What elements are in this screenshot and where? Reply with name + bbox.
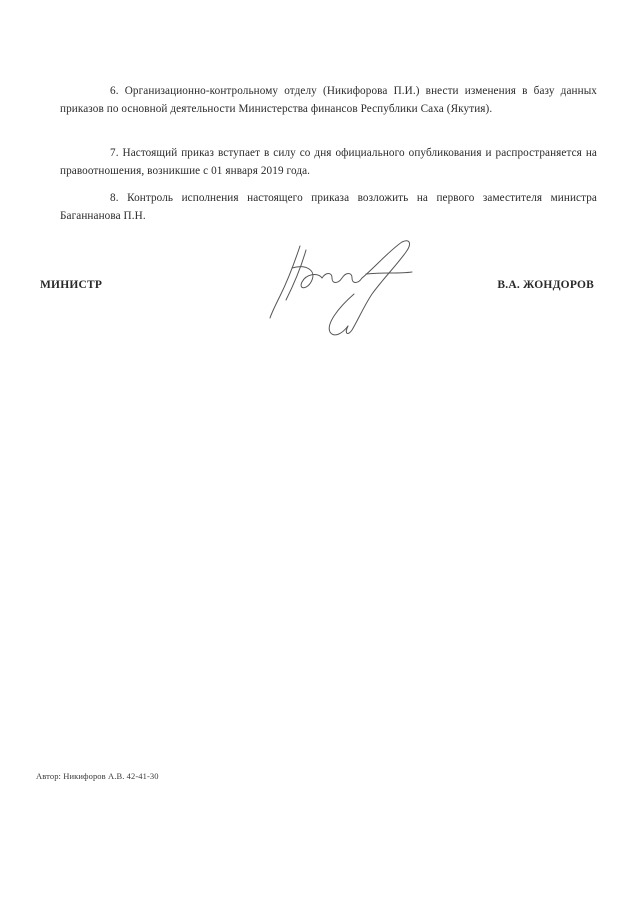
paragraph-6: 6. Организационно-контрольному отделу (Никифорова П.И.) внести изменения в базу данных приказов по основной деятельности Министерства финансов Республики Саха (Якутия). <box>60 85 597 115</box>
signatory-name: В.А. ЖОНДОРОВ <box>497 279 594 291</box>
author-line: Автор: Никифоров А.В. 42-41-30 <box>36 771 159 781</box>
position-title: МИНИСТР <box>40 279 103 291</box>
paragraph-8: 8. Контроль исполнения настоящего приказа возложить на первого заместителя министра Баганнанова П.Н. <box>60 192 597 222</box>
paragraph-7: 7. Настоящий приказ вступает в силу со дня официального опубликования и распространяется на правоотношения, возникшие с 01 января 2019 года. <box>60 147 597 177</box>
handwritten-signature <box>262 228 432 338</box>
